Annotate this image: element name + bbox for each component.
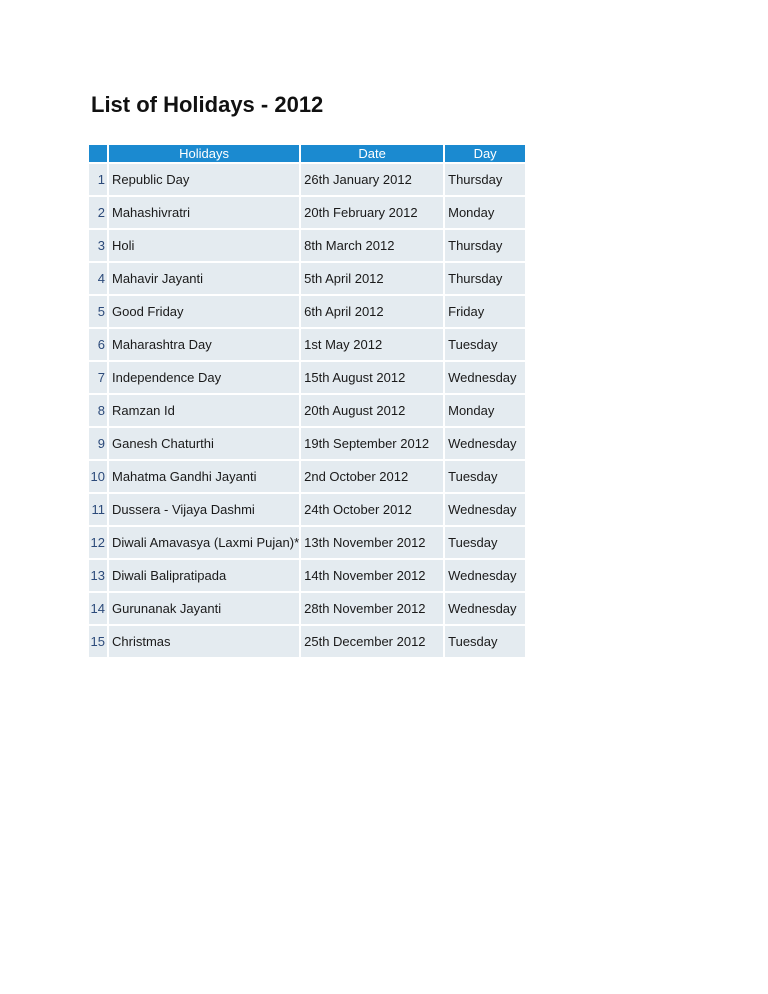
holiday-day: Tuesday [445,329,525,360]
holiday-name: Maharashtra Day [109,329,299,360]
holiday-name: Republic Day [109,164,299,195]
holiday-date: 2nd October 2012 [301,461,443,492]
holiday-day: Wednesday [445,494,525,525]
holiday-name: Christmas [109,626,299,657]
holiday-name: Mahatma Gandhi Jayanti [109,461,299,492]
row-number: 1 [89,164,107,195]
holiday-name: Ganesh Chaturthi [109,428,299,459]
table-row [89,164,525,195]
table-body [89,164,525,657]
holiday-day: Wednesday [445,428,525,459]
table-row [89,395,525,426]
column-header-number [89,145,107,162]
holiday-date: 20th February 2012 [301,197,443,228]
holiday-date: 5th April 2012 [301,263,443,294]
holiday-date: 24th October 2012 [301,494,443,525]
holiday-date: 26th January 2012 [301,164,443,195]
column-header-holidays: Holidays [109,145,299,162]
table-row [89,494,525,525]
row-number: 10 [89,461,107,492]
holiday-day: Tuesday [445,527,525,558]
row-number: 9 [89,428,107,459]
page-title: List of Holidays - 2012 [91,92,324,117]
holiday-date: 28th November 2012 [301,593,443,624]
table-row [89,560,525,591]
row-number: 12 [89,527,107,558]
holiday-name: Mahashivratri [109,197,299,228]
row-number: 6 [89,329,107,360]
table-row [89,362,525,393]
row-number: 5 [89,296,107,327]
holiday-name: Mahavir Jayanti [109,263,299,294]
holiday-day: Thursday [445,164,525,195]
row-number: 15 [89,626,107,657]
holiday-date: 19th September 2012 [301,428,443,459]
holiday-date: 25th December 2012 [301,626,443,657]
row-number: 3 [89,230,107,261]
table-row [89,428,525,459]
holiday-day: Thursday [445,230,525,261]
holiday-date: 8th March 2012 [301,230,443,261]
table-row [89,197,525,228]
row-number: 2 [89,197,107,228]
holiday-name: Diwali Amavasya (Laxmi Pujan)* [109,527,299,558]
holiday-date: 20th August 2012 [301,395,443,426]
table-row [89,329,525,360]
table-row [89,230,525,261]
holiday-day: Monday [445,197,525,228]
column-header-date: Date [301,145,443,162]
holiday-day: Tuesday [445,626,525,657]
holiday-table [87,143,527,659]
holiday-day: Thursday [445,263,525,294]
table-row [89,626,525,657]
row-number: 7 [89,362,107,393]
holiday-date: 15th August 2012 [301,362,443,393]
table-row [89,527,525,558]
holiday-date: 1st May 2012 [301,329,443,360]
holiday-day: Friday [445,296,525,327]
holiday-day: Wednesday [445,560,525,591]
holiday-date: 14th November 2012 [301,560,443,591]
table-header-row [89,145,525,162]
row-number: 11 [89,494,107,525]
holiday-name: Good Friday [109,296,299,327]
holiday-day: Tuesday [445,461,525,492]
holiday-day: Wednesday [445,362,525,393]
holiday-name: Dussera - Vijaya Dashmi [109,494,299,525]
holiday-name: Independence Day [109,362,299,393]
table-row [89,263,525,294]
holiday-date: 6th April 2012 [301,296,443,327]
table-row [89,461,525,492]
holiday-name: Ramzan Id [109,395,299,426]
holiday-name: Diwali Balipratipada [109,560,299,591]
table-row [89,593,525,624]
row-number: 4 [89,263,107,294]
row-number: 13 [89,560,107,591]
holiday-date: 13th November 2012 [301,527,443,558]
holiday-day: Monday [445,395,525,426]
row-number: 14 [89,593,107,624]
row-number: 8 [89,395,107,426]
table-row [89,296,525,327]
holiday-day: Wednesday [445,593,525,624]
column-header-day: Day [445,145,525,162]
holiday-name: Gurunanak Jayanti [109,593,299,624]
holiday-name: Holi [109,230,299,261]
